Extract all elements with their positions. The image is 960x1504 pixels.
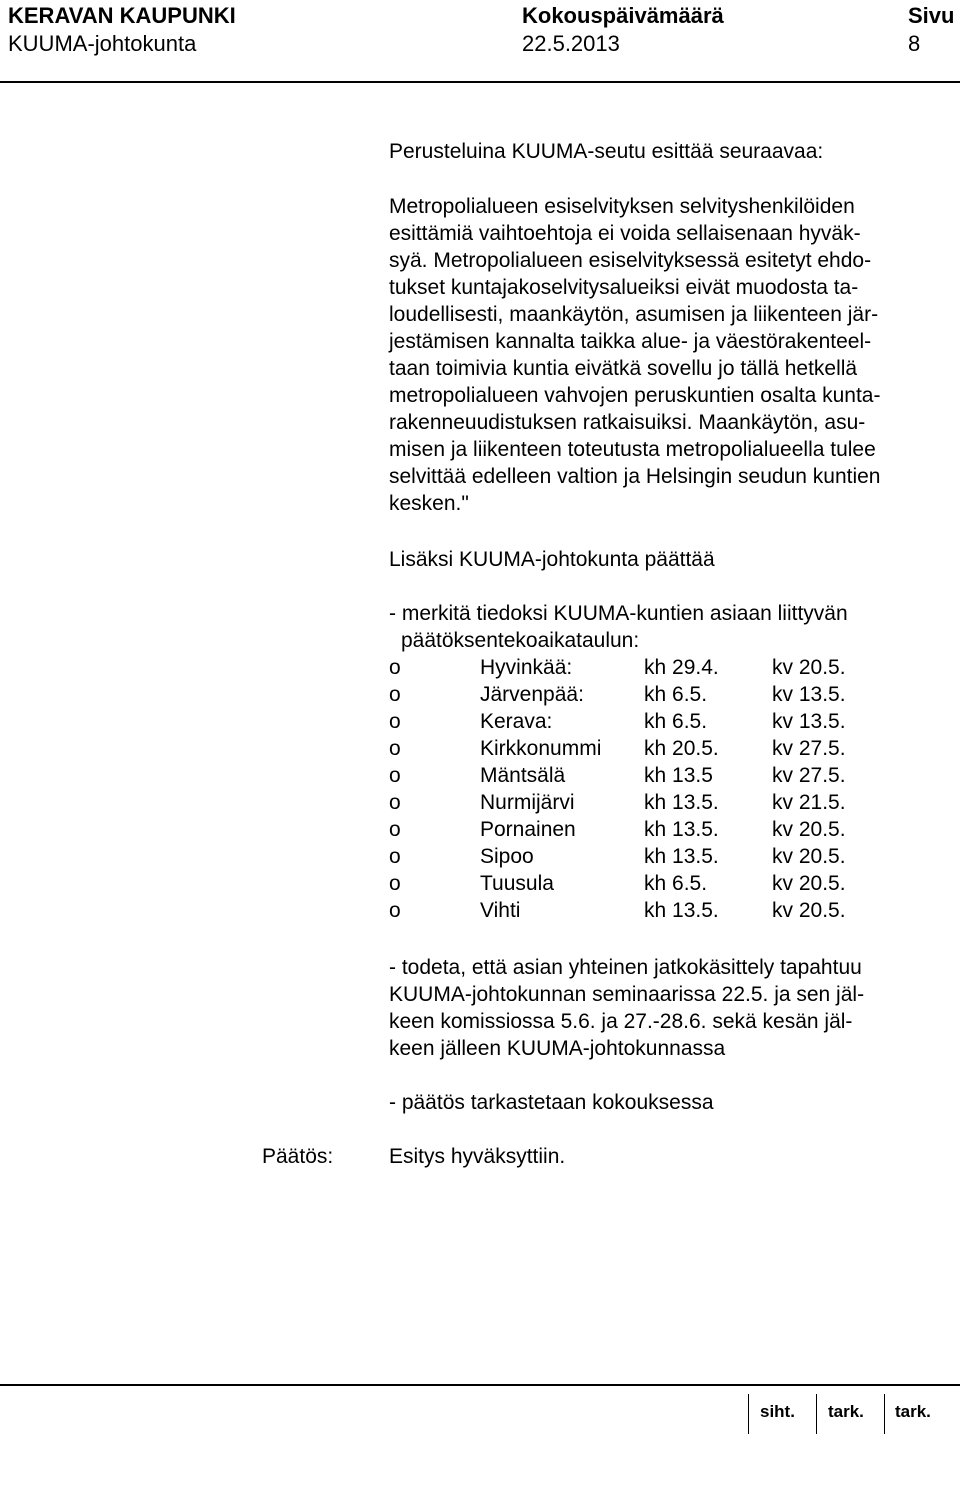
initials-checker: tark. [828,1402,864,1421]
kh-date: kh 20.5. [644,737,719,760]
quote-line: kesken." [389,492,469,515]
municipality: Järvenpää: [480,683,584,706]
bullet: o [389,656,401,679]
item-line: - todeta, että asian yhteinen jatkokäsittely tapahtuu [389,956,862,979]
bullet: o [389,791,401,814]
municipality: Tuusula [480,872,554,895]
initials-divider [748,1394,749,1434]
header-date [522,2,724,58]
quote-line: rakenneuudistuksen ratkaisuiksi. Maankäytön, asu- [389,411,866,434]
municipality: Kirkkonummi [480,737,602,760]
kv-date: kv 13.5. [772,683,846,706]
bullet: o [389,899,401,922]
kh-date: kh 13.5 [644,764,713,787]
quote-line: jestämisen kannalta taikka alue- ja väestörakenteel- [389,330,872,353]
kv-date: kv 21.5. [772,791,846,814]
kh-date: kh 13.5. [644,845,719,868]
kh-date: kh 13.5. [644,818,719,841]
item-line: - merkitä tiedoksi KUUMA-kuntien asiaan liittyvän [389,602,848,625]
initials-secretary: siht. [760,1402,795,1421]
additionally-heading: Lisäksi KUUMA-johtokunta päättää [389,548,715,571]
quote-line: metropolialueen vahvojen peruskuntien osalta kunta- [389,384,881,407]
kv-date: kv 27.5. [772,764,846,787]
bullet: o [389,737,401,760]
meeting-date: 22.5.2013 [522,31,620,56]
kh-date: kh 6.5. [644,872,708,895]
quote-line: taan toimivia kuntia eivätkä sovellu jo tällä hetkellä [389,357,858,380]
item-further-processing [389,954,864,1062]
quote-paragraph [389,193,881,517]
initials-divider [816,1394,817,1434]
kv-date: kv 20.5. [772,872,846,895]
kh-date: kh 13.5. [644,899,719,922]
bullet: o [389,818,401,841]
bullet: o [389,683,401,706]
quote-line: esittämiä vaihtoehtoja ei voida sellaisenaan hyväk- [389,222,861,245]
body-name: KUUMA-johtokunta [8,31,197,56]
date-label: Kokouspäivämäärä [522,3,724,28]
kh-date: kh 29.4. [644,656,719,679]
bullet: o [389,872,401,895]
bullet: o [389,710,401,733]
municipality: Kerava: [480,710,553,733]
quote-line: selvittää edelleen valtion ja Helsingin seudun kuntien [389,465,881,488]
org-name: KERAVAN KAUPUNKI [8,3,236,28]
kh-date: kh 6.5. [644,710,708,733]
item-line: keen komissiossa 5.6. ja 27.-28.6. sekä kesän jäl- [389,1010,853,1033]
quote-line: tukset kuntajakoselvitysalueiksi eivät muodosta ta- [389,276,859,299]
municipality: Hyvinkää: [480,656,573,679]
kh-date: kh 13.5. [644,791,719,814]
municipality: Mäntsälä [480,764,566,787]
item-line: KUUMA-johtokunnan seminaarissa 22.5. ja sen jäl- [389,983,865,1006]
kv-date: kv 20.5. [772,656,846,679]
item-minutes-check: - päätös tarkastetaan kokouksessa [389,1091,714,1114]
item-line: päätöksentekoaikataulun: [401,629,640,652]
initials-divider [884,1394,885,1434]
header-page [908,2,954,58]
decision-text: Esitys hyväksyttiin. [389,1145,566,1168]
page-number: 8 [908,31,921,56]
kv-date: kv 20.5. [772,818,846,841]
footer-rule [0,1384,960,1386]
municipality: Vihti [480,899,521,922]
quote-line: misen ja liikenteen toteutusta metropolialueella tulee [389,438,876,461]
kv-date: kv 13.5. [772,710,846,733]
item-line: keen jälleen KUUMA-johtokunnassa [389,1037,726,1060]
bullet: o [389,764,401,787]
municipality: Sipoo [480,845,534,868]
kv-date: kv 20.5. [772,899,846,922]
item-note-schedule [389,600,848,654]
kv-date: kv 27.5. [772,737,846,760]
header-left [8,2,236,58]
header-rule [0,81,960,83]
bullet: o [389,845,401,868]
quote-line: syä. Metropolialueen esiselvityksessä esitetyt ehdo- [389,249,872,272]
decision-label: Päätös: [262,1145,334,1168]
kh-date: kh 6.5. [644,683,708,706]
municipality: Nurmijärvi [480,791,575,814]
page-label: Sivu [908,3,955,28]
quote-line: loudellisesti, maankäytön, asumisen ja liikenteen jär- [389,303,879,326]
municipality: Pornainen [480,818,576,841]
intro-paragraph: Perusteluina KUUMA-seutu esittää seuraavaa: [389,140,824,163]
initials-checker: tark. [895,1402,931,1421]
kv-date: kv 20.5. [772,845,846,868]
quote-line: Metropolialueen esiselvityksen selvityshenkilöiden [389,195,855,218]
initials-box [748,1394,958,1434]
